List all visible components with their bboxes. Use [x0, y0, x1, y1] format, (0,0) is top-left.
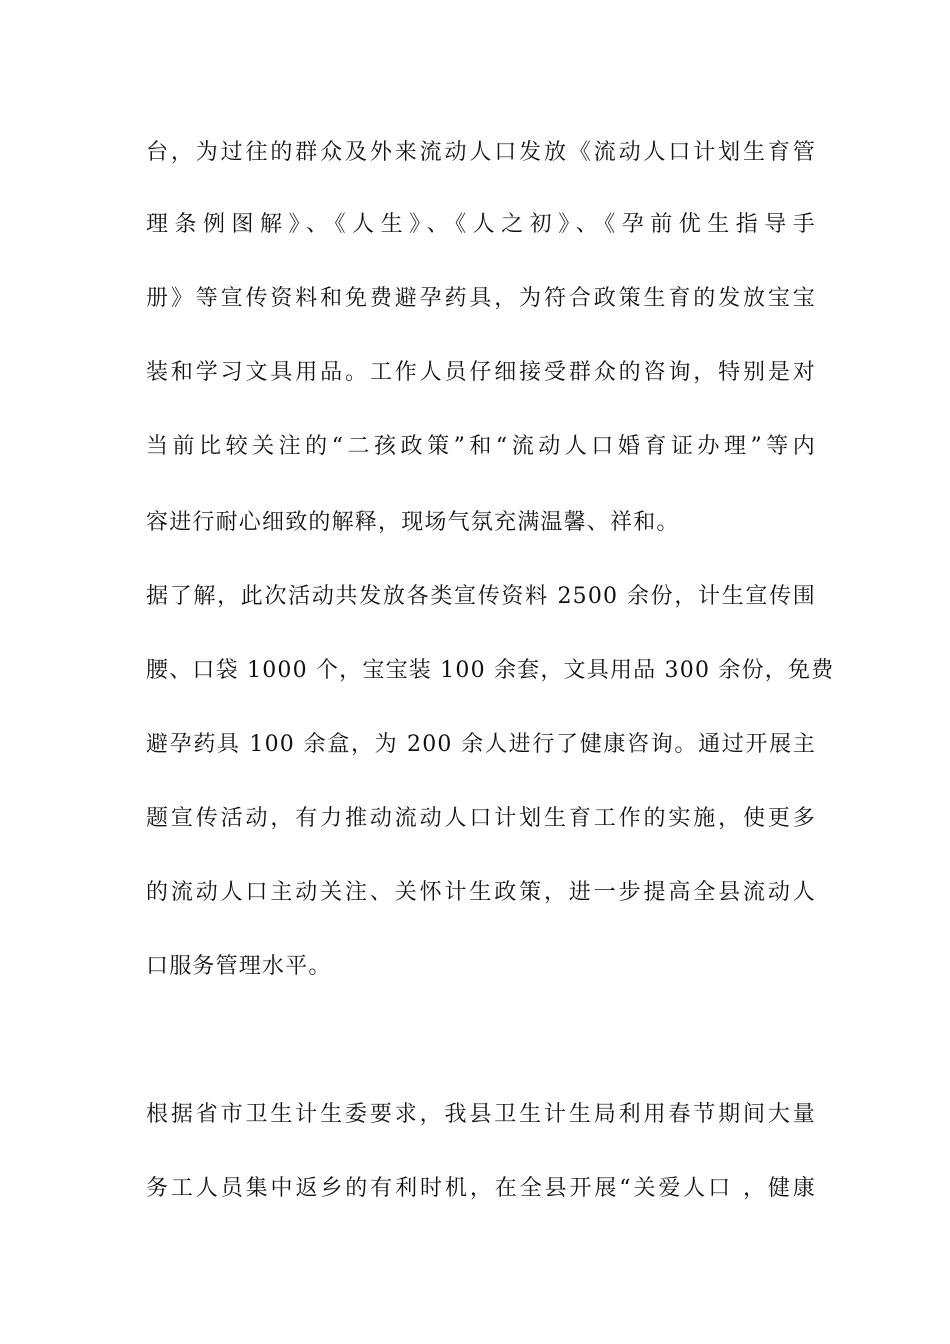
text-line-5: 当前比较关注的“二孩政策”和“流动人口婚育证办理”等内 — [146, 434, 816, 459]
text-line-14: 务工人员集中返乡的有利时机，在全县开展“关爱人口 ，健康 — [146, 1176, 816, 1201]
text-line-7: 据了解，此次活动共发放各类宣传资料 2500 余份，计生宣传围 — [146, 584, 816, 609]
text-line-12: 口服务管理水平。 — [146, 954, 332, 979]
text-line-6: 容进行耐心细致的解释，现场气氛充满温馨、祥和。 — [146, 510, 680, 535]
text-line-13: 根据省市卫生计生委要求，我县卫生计生局利用春节期间大量 — [146, 1102, 816, 1127]
text-line-11: 的流动人口主动关注、关怀计生政策，进一步提高全县流动人 — [146, 880, 816, 905]
text-line-10: 题宣传活动，有力推动流动人口计划生育工作的实施，使更多 — [146, 806, 816, 831]
text-line-3: 册》等宣传资料和免费避孕药具，为符合政策生育的发放宝宝 — [146, 286, 816, 311]
text-line-8: 腰、口袋 1000 个，宝宝装 100 余套，文具用品 300 余份，免费 — [146, 658, 835, 683]
text-line-2: 理条例图解》、《人生》、《人之初》、《孕前优生指导手 — [146, 212, 816, 237]
text-line-1: 台，为过往的群众及外来流动人口发放《流动人口计划生育管 — [146, 140, 816, 165]
text-line-9: 避孕药具 100 余盒，为 200 余人进行了健康咨询。通过开展主 — [146, 732, 816, 757]
text-line-4: 装和学习文具用品。工作人员仔细接受群众的咨询，特别是对 — [146, 360, 816, 385]
